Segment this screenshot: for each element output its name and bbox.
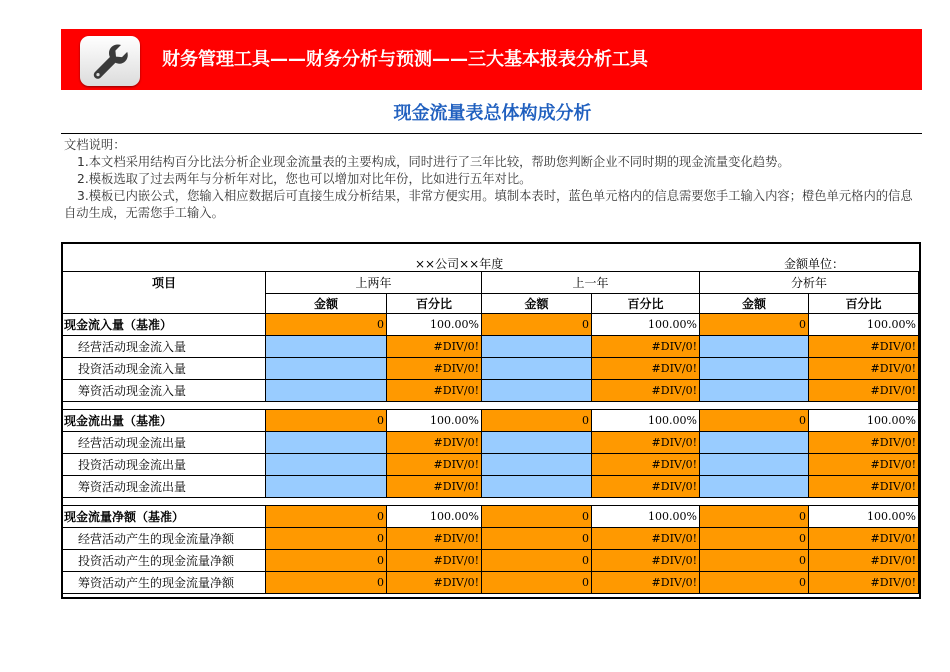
notes-line-2: 2.模板选取了过去两年与分析年对比，您也可以增加对比年份，比如进行五年对比。 — [77, 172, 532, 186]
notes-heading: 文档说明： — [64, 138, 126, 152]
amount-cell: 0 — [482, 506, 592, 528]
percent-cell: #DIV/0! — [387, 528, 482, 550]
amount-cell: 0 — [266, 572, 387, 594]
wrench-icon — [90, 41, 130, 81]
percent-cell: 100.00% — [387, 410, 482, 432]
percent-cell: #DIV/0! — [809, 454, 919, 476]
input-cell[interactable] — [482, 380, 592, 402]
percent-column-header: 百分比 — [592, 294, 700, 314]
percent-cell: 100.00% — [387, 506, 482, 528]
percent-cell: #DIV/0! — [809, 528, 919, 550]
amount-cell: 0 — [482, 314, 592, 336]
amount-cell: 0 — [700, 314, 809, 336]
table-row-label: 投资活动现金流入量 — [63, 358, 266, 380]
percent-cell: #DIV/0! — [592, 380, 700, 402]
percent-column-header: 百分比 — [387, 294, 482, 314]
input-cell[interactable] — [266, 432, 387, 454]
year-header: 上两年 — [266, 272, 482, 294]
percent-cell: #DIV/0! — [387, 572, 482, 594]
percent-cell: #DIV/0! — [387, 358, 482, 380]
input-cell[interactable] — [482, 476, 592, 498]
percent-cell: #DIV/0! — [387, 550, 482, 572]
input-cell[interactable] — [266, 454, 387, 476]
input-cell[interactable] — [700, 358, 809, 380]
page-title: 现金流量表总体构成分析 — [393, 103, 592, 124]
input-cell[interactable] — [700, 454, 809, 476]
amount-cell: 0 — [482, 550, 592, 572]
section-title: 现金流出量（基准） — [63, 410, 266, 432]
percent-cell: #DIV/0! — [592, 454, 700, 476]
percent-cell: 100.00% — [809, 314, 919, 336]
section-title: 现金流量净额（基准） — [63, 506, 266, 528]
input-cell[interactable] — [482, 454, 592, 476]
spacer-row — [63, 402, 919, 410]
percent-cell: #DIV/0! — [592, 528, 700, 550]
amount-cell: 0 — [700, 528, 809, 550]
table-row-label: 筹资活动现金流出量 — [63, 476, 266, 498]
input-cell[interactable] — [482, 336, 592, 358]
percent-cell: #DIV/0! — [387, 336, 482, 358]
cashflow-table — [61, 242, 921, 599]
input-cell[interactable] — [700, 336, 809, 358]
amount-unit-label: 金额单位： — [784, 257, 845, 271]
header-banner — [61, 29, 922, 90]
amount-cell: 0 — [700, 572, 809, 594]
amount-cell: 0 — [700, 410, 809, 432]
input-cell[interactable] — [482, 358, 592, 380]
table-row-label: 经营活动产生的现金流量净额 — [63, 528, 266, 550]
percent-cell: #DIV/0! — [592, 336, 700, 358]
title-divider — [61, 133, 922, 134]
percent-cell: #DIV/0! — [592, 550, 700, 572]
item-column-header: 项目 — [63, 272, 266, 314]
percent-cell: #DIV/0! — [809, 432, 919, 454]
year-header: 分析年 — [700, 272, 919, 294]
percent-cell: #DIV/0! — [809, 336, 919, 358]
year-header: 上一年 — [482, 272, 700, 294]
amount-cell: 0 — [266, 314, 387, 336]
amount-cell: 0 — [266, 506, 387, 528]
input-cell[interactable] — [700, 380, 809, 402]
input-cell[interactable] — [266, 336, 387, 358]
banner-title: 财务管理工具——财务分析与预测——三大基本报表分析工具 — [162, 49, 648, 70]
percent-cell: #DIV/0! — [387, 432, 482, 454]
spacer-row — [63, 498, 919, 506]
amount-column-header: 金额 — [266, 294, 387, 314]
table-caption-row — [63, 244, 919, 272]
percent-cell: 100.00% — [809, 506, 919, 528]
percent-cell: #DIV/0! — [809, 358, 919, 380]
amount-cell: 0 — [482, 528, 592, 550]
percent-cell: 100.00% — [592, 314, 700, 336]
percent-cell: #DIV/0! — [592, 476, 700, 498]
notes-line-1: 1.本文档采用结构百分比法分析企业现金流量表的主要构成，同时进行了三年比较，帮助您判断企业不同时期的现金流量变化趋势。 — [77, 155, 790, 169]
percent-cell: #DIV/0! — [387, 454, 482, 476]
percent-column-header: 百分比 — [809, 294, 919, 314]
input-cell[interactable] — [266, 380, 387, 402]
percent-cell: #DIV/0! — [592, 358, 700, 380]
company-year-label: ××公司××年度 — [415, 257, 504, 271]
table-row-label: 筹资活动产生的现金流量净额 — [63, 572, 266, 594]
percent-cell: 100.00% — [387, 314, 482, 336]
table-row-label: 投资活动产生的现金流量净额 — [63, 550, 266, 572]
percent-cell: #DIV/0! — [387, 476, 482, 498]
input-cell[interactable] — [266, 358, 387, 380]
amount-column-header: 金额 — [482, 294, 592, 314]
amount-cell: 0 — [700, 550, 809, 572]
percent-cell: #DIV/0! — [592, 572, 700, 594]
percent-cell: #DIV/0! — [592, 432, 700, 454]
input-cell[interactable] — [266, 476, 387, 498]
table-row-label: 经营活动现金流入量 — [63, 336, 266, 358]
document-notes — [64, 137, 921, 222]
amount-cell: 0 — [266, 528, 387, 550]
amount-cell: 0 — [700, 506, 809, 528]
amount-column-header: 金额 — [700, 294, 809, 314]
input-cell[interactable] — [482, 432, 592, 454]
table-row-label: 投资活动现金流出量 — [63, 454, 266, 476]
amount-cell: 0 — [482, 410, 592, 432]
table-row-label: 经营活动现金流出量 — [63, 432, 266, 454]
section-title: 现金流入量（基准） — [63, 314, 266, 336]
percent-cell: 100.00% — [592, 410, 700, 432]
input-cell[interactable] — [700, 432, 809, 454]
notes-line-3: 3.模板已内嵌公式，您输入相应数据后可直接生成分析结果，非常方便实用。填制本表时，蓝色单元格内的信息需要您手工输入内容；橙色单元格内的信息自动生成，无需您手工输入。 — [64, 189, 913, 220]
percent-cell: #DIV/0! — [809, 550, 919, 572]
percent-cell: #DIV/0! — [809, 380, 919, 402]
app-logo — [80, 36, 140, 86]
percent-cell: #DIV/0! — [387, 380, 482, 402]
percent-cell: 100.00% — [809, 410, 919, 432]
amount-cell: 0 — [266, 550, 387, 572]
input-cell[interactable] — [700, 476, 809, 498]
percent-cell: #DIV/0! — [809, 572, 919, 594]
percent-cell: 100.00% — [592, 506, 700, 528]
amount-cell: 0 — [266, 410, 387, 432]
amount-cell: 0 — [482, 572, 592, 594]
percent-cell: #DIV/0! — [809, 476, 919, 498]
table-row-label: 筹资活动现金流入量 — [63, 380, 266, 402]
